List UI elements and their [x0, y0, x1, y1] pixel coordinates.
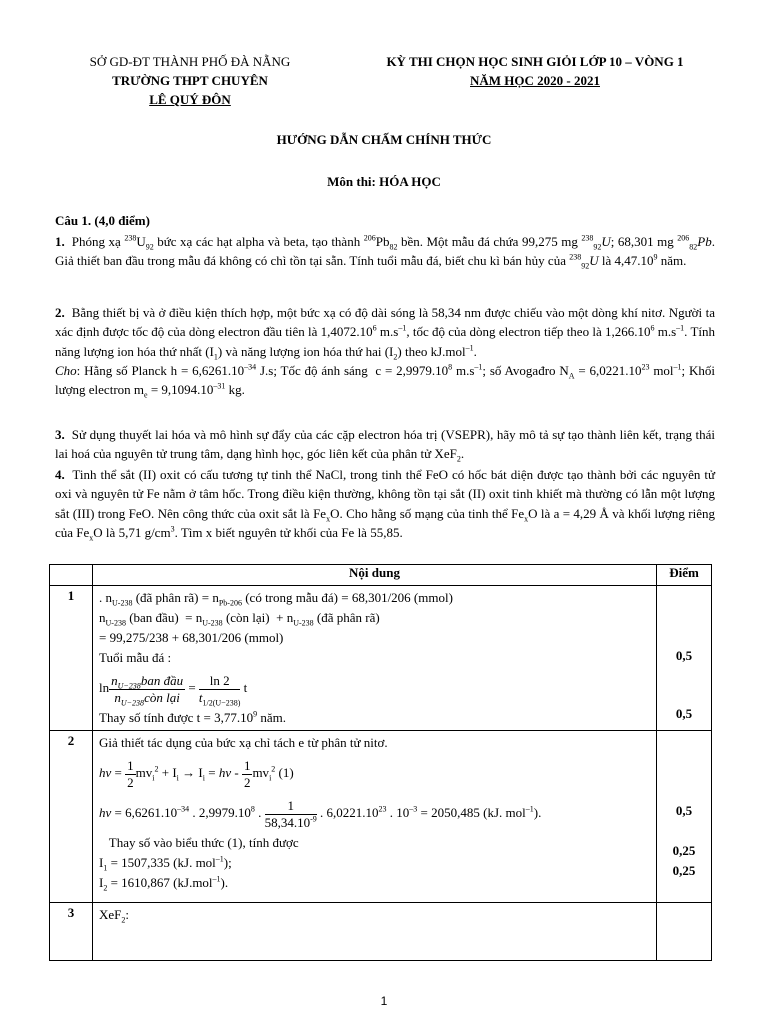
school-line-1: TRƯỜNG THPT CHUYÊN	[112, 73, 268, 88]
points-1a: 0,5	[675, 648, 693, 663]
question-part-1: 1. Phóng xạ $^{238}U_{92}$ bức xạ các hạt alpha và beta, tạo thành $^{206}Pb_{82}$ bền. Một mẫu đá chứa 99,275 mg $^{238}_{92}$U; 68,301 mg $^{206}_{82}$Pb. Giả thiết ban đầu trong mẫu đá không có chì tồn tại sẵn. Tính tuổi mẫu đá, biết chu kì bán hủy của $^{238}_{92}$U là 4,47.10$^9$ năm.	[55, 233, 715, 271]
points-cell	[657, 586, 712, 731]
exam-title: KỲ THI CHỌN HỌC SINH GIỎI LỚP 10 – VÒNG 1	[386, 54, 684, 69]
row-number: 2	[50, 731, 93, 903]
subject-line: Môn thi: HÓA HỌC	[327, 174, 441, 189]
table-row	[50, 586, 712, 731]
points-2a: 0,5	[675, 803, 693, 818]
header-right	[350, 52, 720, 90]
row-number: 1	[50, 586, 93, 731]
table-row	[50, 731, 712, 903]
dept-name: SỞ GD-ĐT THÀNH PHỐ ĐÀ NẴNG	[89, 54, 291, 69]
school-line-2: LÊ QUÝ ĐÔN	[149, 92, 231, 107]
question-part-3: 3. Sử dụng thuyết lai hóa và mô hình sự đẩy của các cặp electron hóa trị (VSEPR), hãy mô tả sự tạo thành liên kết, trạng thái lai hoá của nguyên tử trung tâm, dạng hình học, góc liên kết của phân tử XeF$_2$.	[55, 427, 715, 464]
row-number: 3	[50, 903, 93, 961]
points-1b: 0,5	[675, 706, 693, 721]
points-2c: 0,25	[672, 863, 696, 878]
col-points-header: Điểm	[657, 565, 712, 586]
answer-3-content: XeF$_2$:	[93, 903, 657, 961]
school-year: NĂM HỌC 2020 - 2021	[470, 73, 600, 88]
question-part-4: 4. Tinh thể sắt (II) oxit có cấu tương tự tinh thể NaCl, trong tinh thể FeO có hốc bát diện được tạo thành bởi các nguyên tử oxi và nguyên tử Fe nằm ở tâm hốc. Trong điều kiện thường, không tồn tại sắt (II) oxit tinh khiết mà thường có lẫn một lượng sắt (III) trong FeO. Nên công thức của oxit sắt là $Fe_xO$. Cho hằng số mạng của tinh thể $Fe_xO$ là a = 4,29 Å và khối lượng riêng của $Fe_xO$ là 5,71 $g/cm^3$. Tìm x biết nguyên tử khối của Fe là 55,85.	[55, 467, 715, 543]
table-header-row	[50, 565, 712, 586]
points-cell	[657, 731, 712, 903]
doc-title: HƯỚNG DẪN CHẤM CHÍNH THỨC	[276, 132, 492, 147]
question-part-2: 2. Bằng thiết bị và ở điều kiện thích hợp, một bức xạ có độ dài sóng là 58,34 nm được chiếu vào một dòng khí nitơ. Người ta xác định được tốc độ của dòng electron đầu tiên là 1,4072.10$^6$ $m.s^{-1}$, tốc độ của dòng electron tiếp theo là 1,266.10$^6$ $m.s^{-1}$. Tính năng lượng ion hóa thứ nhất $(I_1)$ và năng lượng ion hóa thứ hai $(I_2)$ theo kJ.mol$^{-1}$. Cho: Hằng số Planck $h = 6,6261.10^{-34}$ J.s; Tốc độ ánh sáng $c = 2,9979.10^8$ $m.s^{-1}$; số Avogađro $N_A = 6,0221.10^{23}$ mol$^{-1}$; Khối lượng electron $m_e = 9,1094.10^{-31}$ kg.	[55, 305, 716, 400]
answer-table	[49, 564, 712, 961]
question-heading: Câu 1. (4,0 điểm)	[55, 213, 150, 228]
points-cell	[657, 903, 712, 961]
answer-2-content: Giả thiết tác dụng của bức xạ chỉ tách e từ phân tử nitơ. hν = $\frac{1}{2}$ $mv_i^2 + I_i \to I_i = h\nu$ - $\frac{1}{2}$ $mv_i^2$ (1) $h\nu = 6,6261.10^{-34}$ . 2,9979.10$^8$ . $\frac{1}{58,34.10^{-9}}$ . 6,0221.10$^{23}$ . $10^{-3} = 2050,485$ (kJ. mol$^{-1}$). Thay số vào biểu thức (1), tính được $I_1 = 1507,335$ (kJ. mol$^{-1}$); $I_2 = 1610,867$ (kJ.mol$^{-1}$).	[93, 731, 657, 903]
col-content-header: Nội dung	[93, 565, 657, 586]
table-row	[50, 903, 712, 961]
page-number: 1	[380, 994, 388, 1008]
answer-1-content: . $n_{U-238}$ (đã phân rã) = $n_{Pb-206}$ (có trong mẫu đá) = 68,301/206 (mmol) $n_{U-238}$ (ban đầu) = $n_{U-238}$ (còn lại) + $n_{U-238}$ (đã phân rã) = 99,275/238 + 68,301/206 (mmol) Tuổi mẫu đá : ln $\frac{n_{U-238}ban đầu}{n_{U-238}còn lại}$ = $\frac{\ln 2}{t_{1/2(U-238)}}$ t Thay số tính được $t = 3,77.10^9$ năm.	[93, 586, 657, 731]
header-left	[60, 52, 320, 109]
points-2b: 0,25	[672, 843, 696, 858]
